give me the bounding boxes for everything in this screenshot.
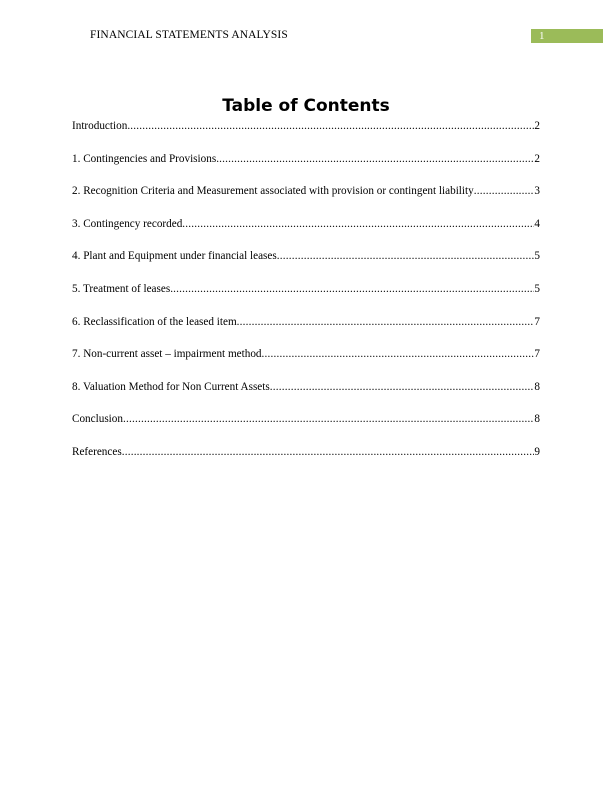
toc-entry-conclusion[interactable] <box>72 411 540 444</box>
toc-entry-page: 7 <box>534 348 540 361</box>
toc-entry-page: 8 <box>534 380 540 393</box>
toc-entry-page: 3 <box>534 185 540 198</box>
toc-entry-treatment-leases[interactable] <box>72 281 540 314</box>
toc-list <box>72 118 540 477</box>
toc-entry-label: 4. Plant and Equipment under financial leases <box>72 250 277 263</box>
toc-entry-reclassification[interactable] <box>72 314 540 347</box>
toc-dot-leader <box>216 151 534 167</box>
toc-entry-page: 8 <box>534 413 540 426</box>
toc-entry-label: 1. Contingencies and Provisions <box>72 152 217 165</box>
toc-entry-page: 7 <box>534 315 540 328</box>
toc-entry-label: Introduction <box>72 120 128 132</box>
toc-entry-page: 5 <box>534 282 540 295</box>
toc-entry-valuation-method[interactable] <box>72 379 540 412</box>
toc-dot-leader <box>474 183 535 199</box>
toc-entry-page: 2 <box>534 152 540 165</box>
toc-entry-label: References <box>72 445 122 458</box>
toc-dot-leader <box>123 411 534 427</box>
toc-entry-page: 4 <box>534 217 540 230</box>
toc-dot-leader <box>127 118 534 134</box>
toc-entry-page: 9 <box>534 445 540 458</box>
toc-entry-contingencies-provisions[interactable] <box>72 151 540 184</box>
toc-entry-page: 2 <box>534 120 540 132</box>
running-header: FINANCIAL STATEMENTS ANALYSIS <box>90 29 288 41</box>
toc-entry-label: 3. Contingency recorded <box>72 217 183 230</box>
toc-dot-leader <box>182 216 534 232</box>
toc-dot-leader <box>170 281 534 297</box>
toc-dot-leader <box>262 346 535 362</box>
toc-entry-impairment-method[interactable] <box>72 346 540 379</box>
toc-entry-plant-equipment[interactable] <box>72 248 540 281</box>
toc-dot-leader <box>277 248 535 264</box>
toc-entry-contingency-recorded[interactable] <box>72 216 540 249</box>
toc-entry-label: 6. Reclassification of the leased item <box>72 315 237 328</box>
toc-entry-label: 5. Treatment of leases <box>72 282 171 295</box>
page-number: 1 <box>531 29 603 43</box>
toc-entry-label: Conclusion <box>72 413 123 426</box>
toc-entry-label: 2. Recognition Criteria and Measurement associated with provision or contingent liability <box>72 185 474 198</box>
toc-dot-leader <box>122 444 535 460</box>
toc-entry-page: 5 <box>534 250 540 263</box>
toc-dot-leader <box>237 314 535 330</box>
toc-entry-label: 7. Non-current asset – impairment method <box>72 348 262 361</box>
toc-dot-leader <box>270 379 535 395</box>
toc-entry-introduction[interactable] <box>72 118 540 151</box>
toc-title: Table of Contents <box>222 96 390 116</box>
toc-entry-recognition-criteria[interactable] <box>72 183 540 216</box>
toc-entry-references[interactable] <box>72 444 540 477</box>
toc-entry-label: 8. Valuation Method for Non Current Assets <box>72 380 270 393</box>
